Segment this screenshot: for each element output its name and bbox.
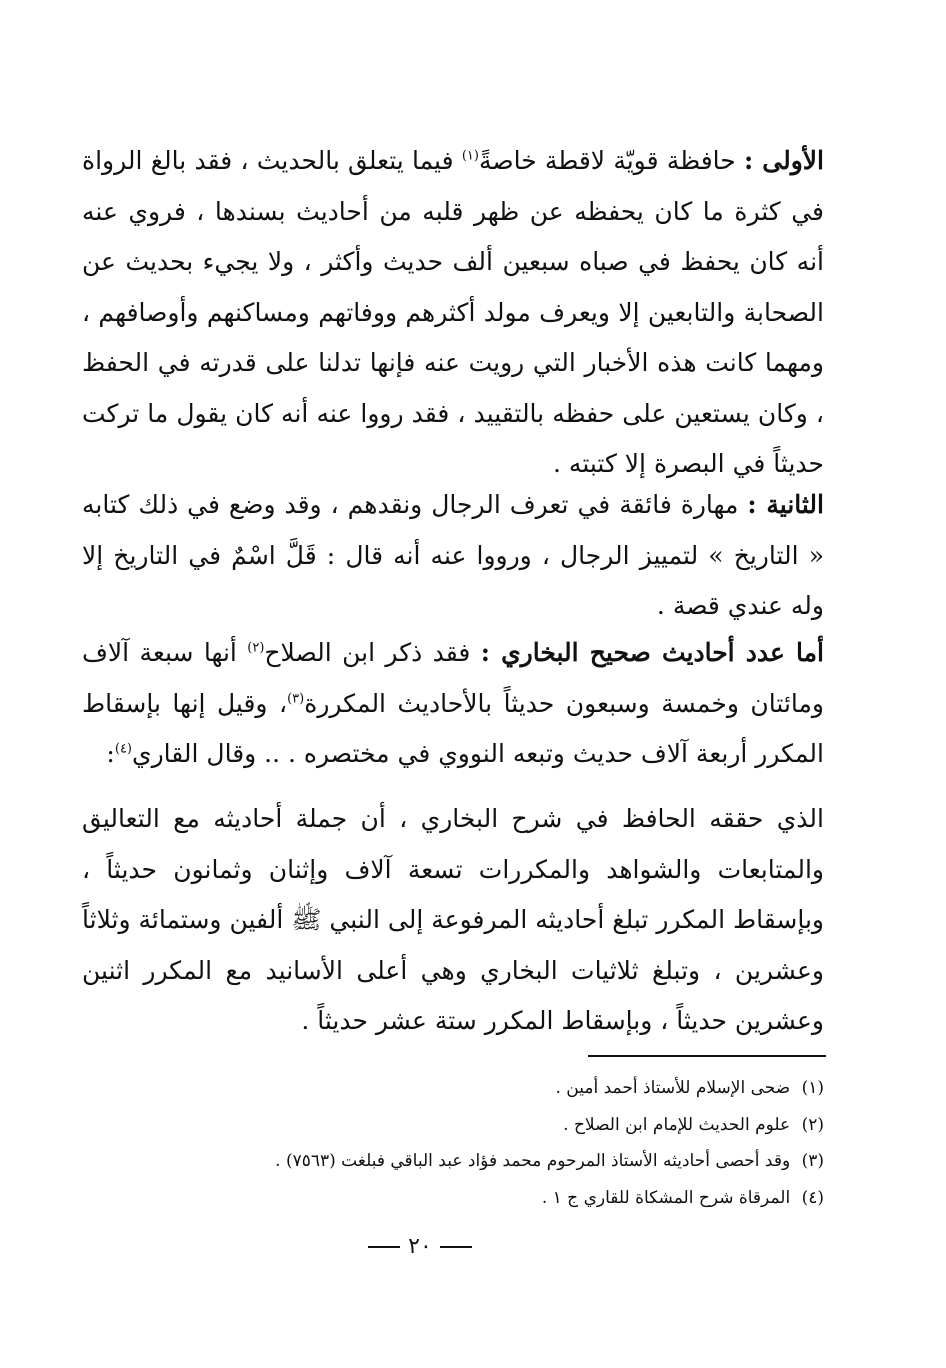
footnote-ref: (٤) [114, 741, 132, 757]
page-number-dash [368, 1246, 400, 1248]
paragraph-hafiz-summary [82, 794, 824, 1047]
page-number-value: ٢٠ [408, 1234, 432, 1259]
paragraph-second-trait [82, 480, 824, 632]
paragraph-lead: الثانية : [747, 490, 824, 519]
paragraph-text: مهارة فائقة في تعرف الرجال ونقدهم ، وقد وضع في ذلك كتابه « التاريخ » لتمييز الرجال ، ورووا عنه أنه قال : قَلَّ اسْمٌ في التاريخ إلا وله عندي قصة . [82, 490, 824, 620]
footnote-item [200, 1180, 824, 1217]
footnote-item [200, 1107, 824, 1144]
paragraph-lead: الأولى : [744, 146, 824, 175]
paragraph-text: فيما يتعلق بالحديث ، فقد بالغ الرواة في كثرة ما كان يحفظه عن ظهر قلبه من أحاديث بسندها ، فروي عنه أنه كان يحفظ في صباه سبعين ألف حديث وأكثر ، ولا يجيء بحديث عن الصحابة والتابعين إلا ويعرف مولد أكثرهم ووفاتهم ومساكنهم وأوصافهم ، ومهما كانت هذه الأخبار التي رويت عنه فإنها تدلنا على قدرته في الحفظ ، وكان يستعين على حفظه بالتقييد ، فقد رووا عنه أنه كان يقول ما تركت حديثاً في البصرة إلا كتبته . [82, 146, 824, 478]
footnote-item [200, 1070, 824, 1107]
footnote-number: (٢) [801, 1114, 824, 1135]
footnote-text: المرقاة شرح المشكاة للقاري ج ١ . [541, 1187, 791, 1208]
footnote-ref: (٢) [247, 640, 265, 656]
footnote-number: (٤) [801, 1187, 824, 1208]
paragraph-lead: أما عدد أحاديث صحيح البخاري : [480, 638, 825, 667]
footnote-ref: (١) [461, 148, 479, 164]
footnote-number: (٣) [801, 1151, 824, 1171]
paragraph-text: الذي حققه الحافظ في شرح البخاري ، أن جملة أحاديثه مع التعاليق والمتابعات والشواهد والمكررات تسعة آلاف وإثنان وثمانون حديثاً ، وبإسقاط المكرر تبلغ أحاديثه المرفوعة إلى النبي ﷺ ألفين وستمائة وثلاثاً وعشرين ، وتبلغ ثلاثيات البخاري وهي أعلى الأسانيد مع المكرر اثنين وعشرين حديثاً ، وبإسقاط المكرر ستة عشر حديثاً . [82, 804, 824, 1035]
paragraph-hadith-count [82, 628, 824, 780]
paragraph-text: فقد ذكر ابن الصلاح [264, 638, 471, 667]
paragraph-text: حافظة قويّة لاقطة خاصةً [478, 146, 736, 175]
paragraph-text: ، وقيل إنها بإسقاط المكرر أربعة آلاف حديث وتبعه النووي في مختصره . .. وقال القاري [82, 688, 824, 768]
footnote-ref: (٣) [287, 691, 305, 707]
page-number [360, 1232, 480, 1262]
footnote-text: وقد أحصى أحاديثه الأستاذ المرحوم محمد فؤاد عبد الباقي فبلغت (٧٥٦٣) . [275, 1151, 791, 1171]
paragraph-first-trait [82, 136, 824, 490]
page-number-dash [440, 1246, 472, 1248]
footnotes [200, 1070, 824, 1216]
footnote-text: علوم الحديث للإمام ابن الصلاح . [563, 1114, 791, 1135]
paragraph-text: أنها سبعة آلاف ومائتان وخمسة وسبعون حديثاً بالأحاديث المكررة [82, 638, 824, 718]
footnote-divider [588, 1055, 826, 1057]
footnote-item [200, 1143, 824, 1180]
paragraph-text: : [106, 739, 115, 768]
footnote-text: ضحى الإسلام للأستاذ أحمد أمين . [555, 1078, 791, 1098]
footnote-number: (١) [801, 1078, 824, 1098]
